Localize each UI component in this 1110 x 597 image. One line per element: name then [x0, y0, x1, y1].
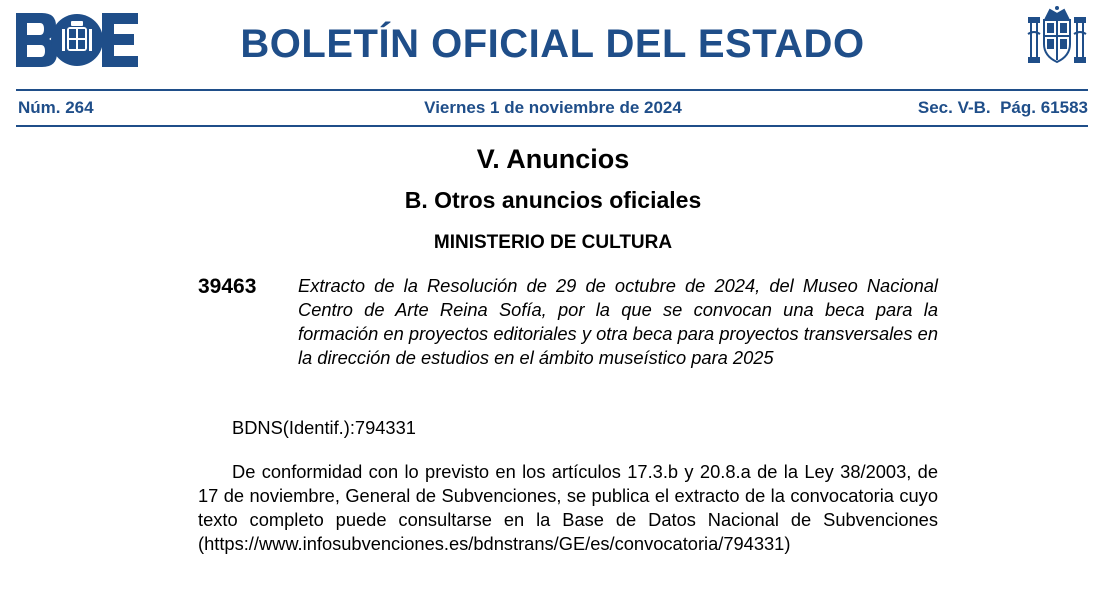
- issue-number: Núm. 264: [18, 98, 94, 117]
- ministry-heading: MINISTERIO DE CULTURA: [433, 232, 673, 253]
- masthead-title: BOLETÍN OFICIAL DEL ESTADO: [240, 22, 865, 66]
- announcement-number: 39463: [198, 275, 257, 298]
- part-heading: V. Anuncios: [476, 144, 630, 174]
- coat-of-arms-icon: [1026, 4, 1088, 68]
- bdns-identifier: BDNS(Identif.):794331: [232, 417, 416, 438]
- issue-info-bar: [18, 98, 1088, 118]
- masthead: [0, 0, 1110, 90]
- boe-logo: [16, 13, 140, 67]
- issue-date: Viernes 1 de noviembre de 2024: [424, 98, 682, 117]
- section-page: Sec. V-B. Pág. 61583: [917, 98, 1088, 117]
- subpart-heading: B. Otros anuncios oficiales: [404, 187, 702, 213]
- announcement-summary: Extracto de la Resolución de 29 de octubre de 2024, del Museo Nacional Centro de Arte Reina Sofía, por la que se convocan una beca para la formación en proyectos editoriales y otra beca para proyectos transversales en la dirección de estudios en el ámbito museístico para 2025: [298, 275, 938, 368]
- header-rule-bottom: [16, 125, 1088, 127]
- body-paragraph: De conformidad con lo previsto en los artículos 17.3.b y 20.8.a de la Ley 38/2003, de 17 de noviembre, General de Subvenciones, se publica el extracto de la convocatoria cuyo texto completo puede consultarse en la Base de Datos Nacional de Subvenciones (https://www.infosubvenciones.es/bdnstrans/GE/es/convocatoria/794331): [198, 461, 938, 554]
- header-rule-top: [16, 89, 1088, 91]
